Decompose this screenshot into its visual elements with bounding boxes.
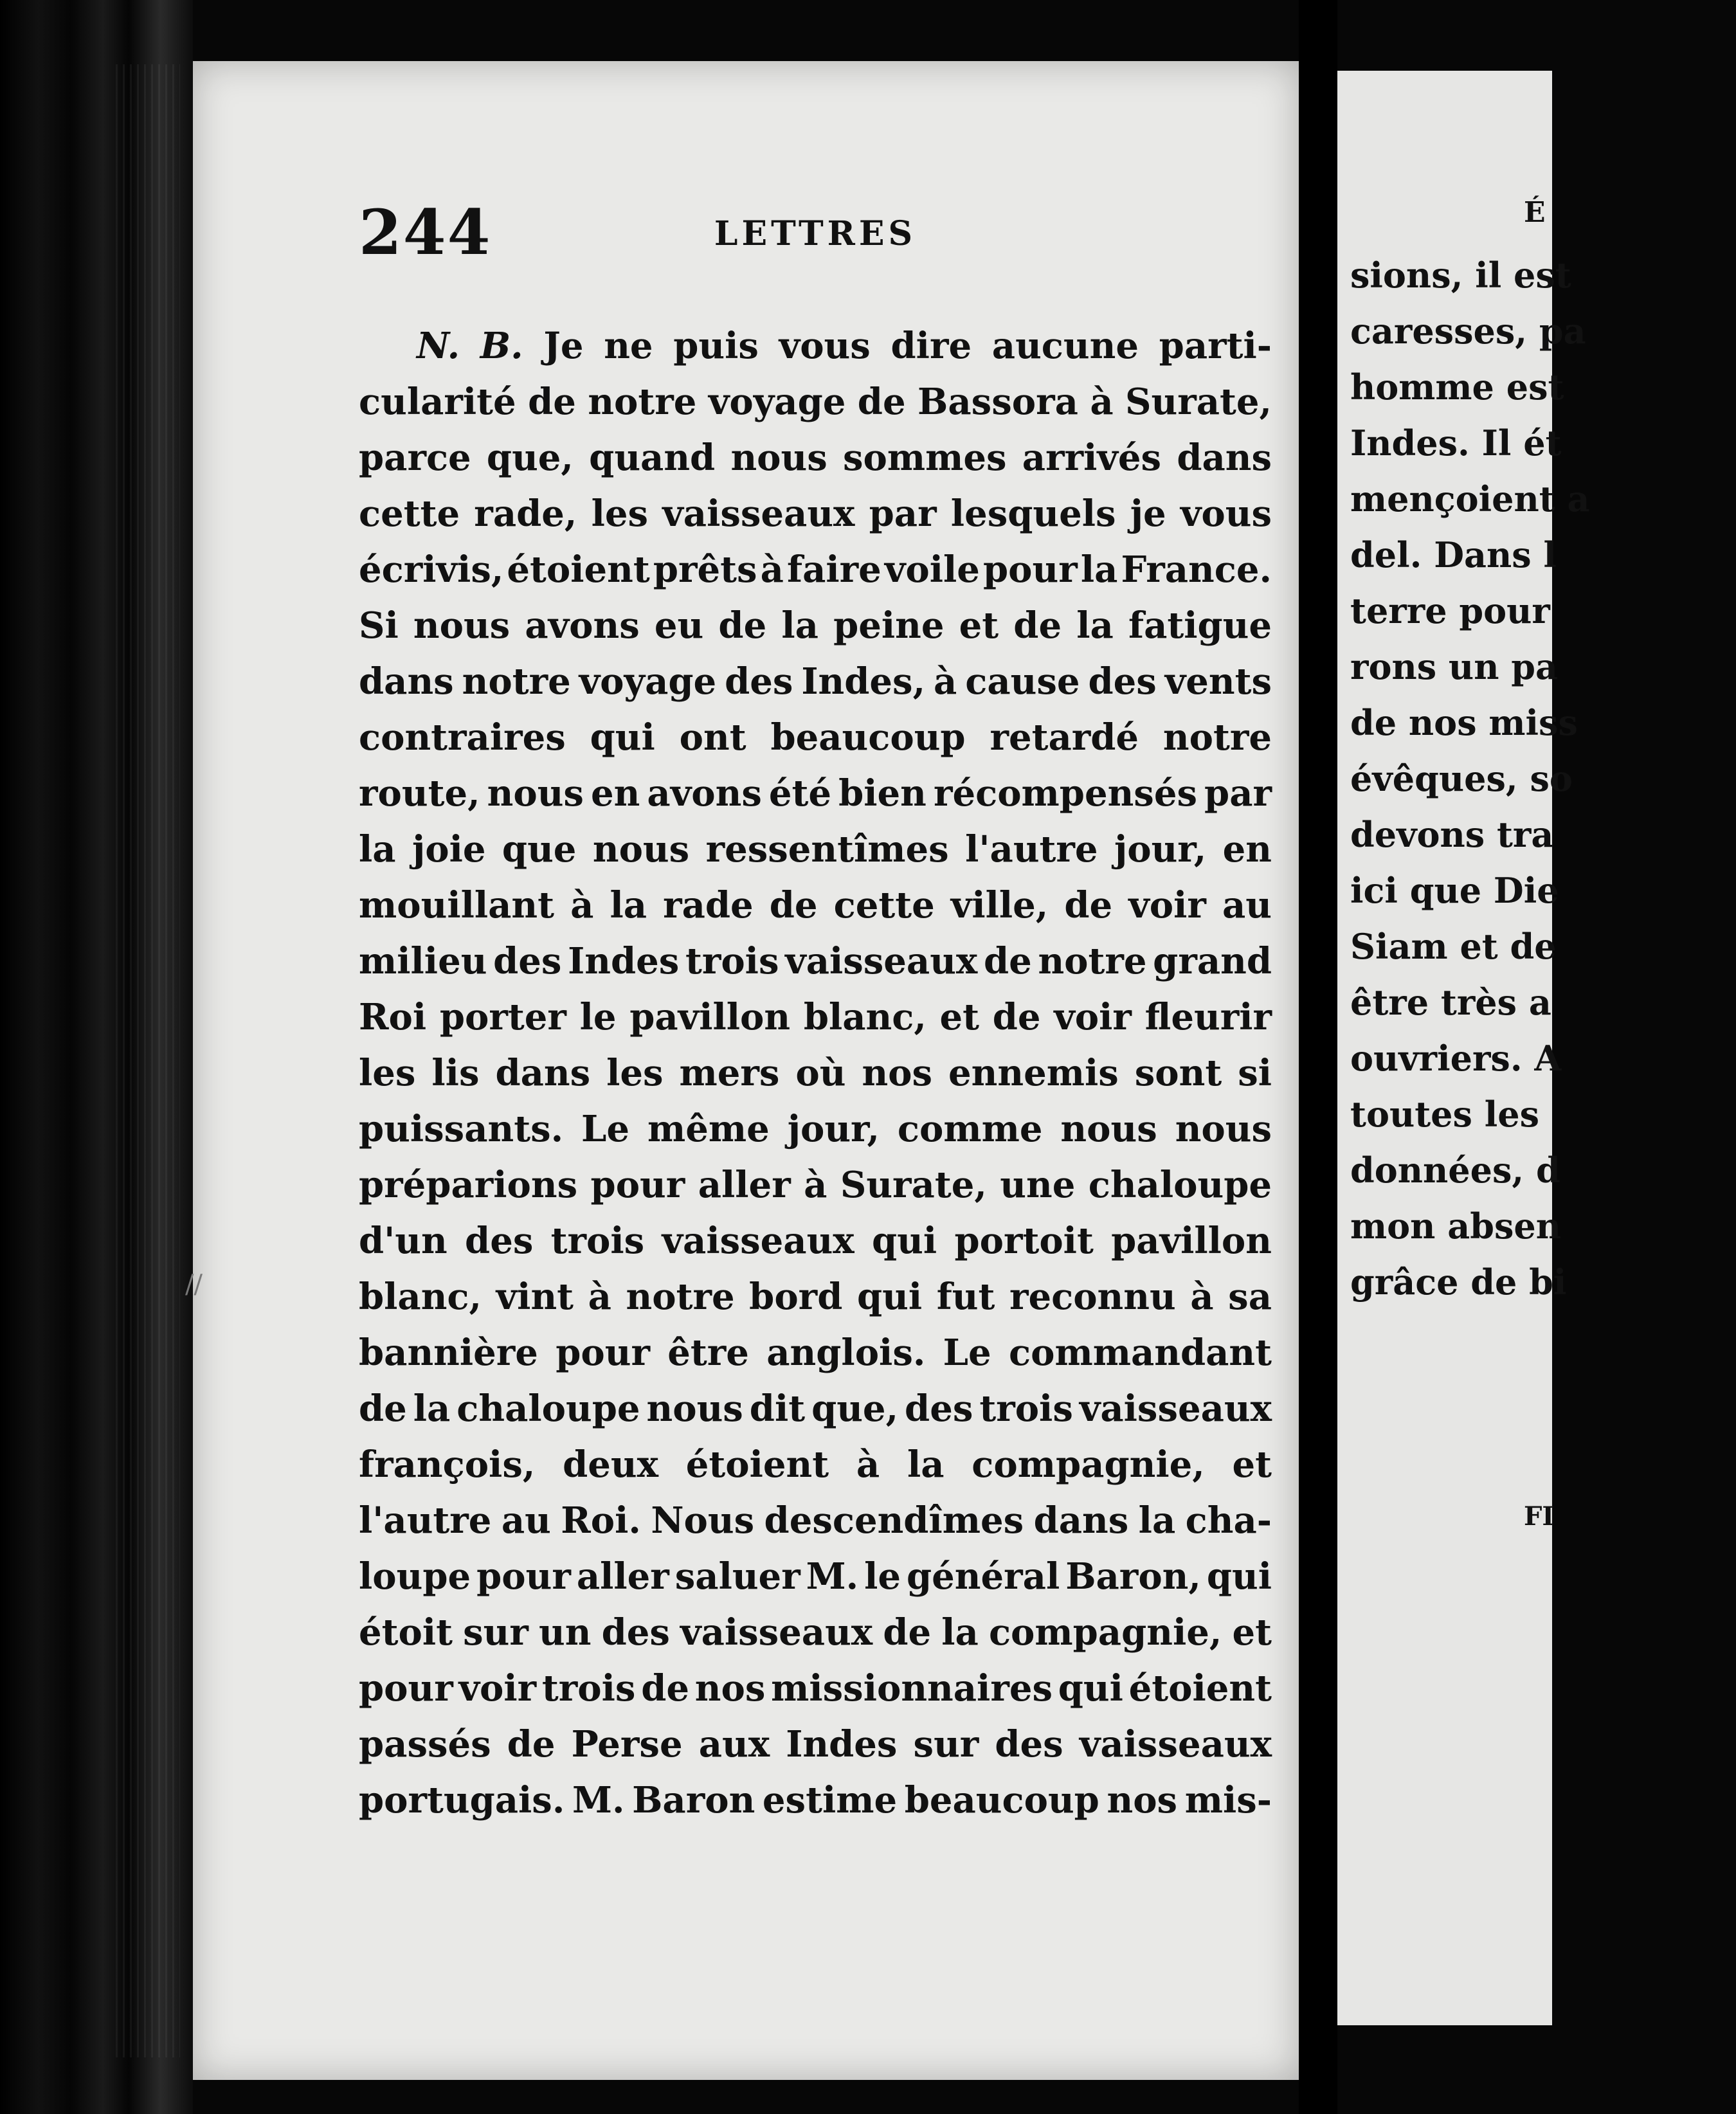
text-line: la joie que nous ressentîmes l'autre jour, en	[359, 828, 1272, 871]
text-line: cularité de notre voyage de Bassora à Surate,	[359, 381, 1272, 423]
right-page-text	[1350, 248, 1736, 1310]
right-page-corner-mark: É	[1524, 196, 1546, 229]
right-text-line: mençoient a	[1350, 478, 1590, 519]
text-line: Roi porter le pavillon blanc, et de voir fleurir	[359, 996, 1272, 1038]
text-line: mouillant à la rade de cette ville, de voir au	[359, 884, 1272, 926]
right-text-line: toutes les	[1350, 1094, 1539, 1135]
text-line: contraires qui ont beaucoup retardé notre	[359, 716, 1272, 759]
text-line: cette rade, les vaisseaux par lesquels je vous	[359, 492, 1272, 535]
text-line: l'autre au Roi. Nous descendîmes dans la cha-	[359, 1499, 1272, 1542]
text-line: étoit sur un des vaisseaux de la compagnie, et	[359, 1611, 1272, 1654]
right-page-fi: FI	[1524, 1501, 1555, 1531]
right-text-line: ici que Die	[1350, 870, 1559, 911]
left-page	[185, 61, 1299, 2080]
text-line: parce que, quand nous sommes arrivés dans	[359, 437, 1272, 479]
text-line: les lis dans les mers où nos ennemis sont si	[359, 1052, 1272, 1094]
text-line: écrivis, étoient prêts à faire voile pour la France.	[359, 548, 1272, 591]
body-text	[359, 318, 1272, 1829]
text-line: puissants. Le même jour, comme nous nous	[359, 1108, 1272, 1150]
text-line: portugais. M. Baron estime beaucoup nos mis-	[359, 1779, 1272, 1821]
text-line: loupe pour aller saluer M. le général Baron, qui	[359, 1555, 1272, 1598]
margin-mark: //	[185, 1270, 203, 1299]
text-line: blanc, vint à notre bord qui fut reconnu à sa	[359, 1276, 1272, 1318]
running-title: LETTRES	[714, 214, 917, 253]
text-line: dans notre voyage des Indes, à cause des vents	[359, 660, 1272, 703]
text-line: milieu des Indes trois vaisseaux de notre grand	[359, 940, 1272, 982]
text-line: Si nous avons eu de la peine et de la fatigue	[359, 604, 1272, 647]
right-text-line: sions, il est	[1350, 255, 1571, 296]
text-line-content: Je ne puis vous dire aucune parti-	[543, 325, 1272, 367]
text-line: passés de Perse aux Indes sur des vaisseaux	[359, 1723, 1272, 1766]
right-text-line: grâce de bi	[1350, 1261, 1567, 1303]
text-line: route, nous en avons été bien récompensés par	[359, 772, 1272, 815]
page-number: 244	[359, 196, 492, 269]
text-line: bannière pour être anglois. Le commandant	[359, 1332, 1272, 1374]
page-gutter	[1299, 0, 1337, 2114]
right-text-line: données, d	[1350, 1150, 1560, 1191]
nota-bene-label: N. B.	[417, 325, 523, 367]
right-text-line: être très a	[1350, 982, 1551, 1023]
binding-texture	[116, 64, 180, 2057]
text-line: pour voir trois de nos missionnaires qui étoient	[359, 1667, 1272, 1710]
right-text-line: de nos miss	[1350, 702, 1578, 743]
right-text-line: Indes. Il ét	[1350, 422, 1562, 464]
right-text-line: rons un pa	[1350, 646, 1558, 687]
right-text-line: Siam et de	[1350, 926, 1557, 967]
right-text-line: devons tra	[1350, 814, 1554, 855]
right-text-line: mon absen	[1350, 1206, 1561, 1247]
right-text-line: terre pour	[1350, 590, 1550, 631]
running-header	[359, 196, 1272, 273]
text-line: préparions pour aller à Surate, une chaloupe	[359, 1164, 1272, 1206]
right-text-line: homme est	[1350, 366, 1564, 408]
right-text-line: caresses, pa	[1350, 311, 1586, 352]
text-line: françois, deux étoient à la compagnie, et	[359, 1443, 1272, 1486]
text-line: de la chaloupe nous dit que, des trois vaisseaux	[359, 1387, 1272, 1430]
right-text-line: ouvriers. A	[1350, 1038, 1562, 1079]
right-text-line: del. Dans l	[1350, 534, 1557, 575]
right-text-line: évêques, so	[1350, 758, 1573, 799]
text-line	[359, 318, 1272, 374]
text-line: d'un des trois vaisseaux qui portoit pavillon	[359, 1220, 1272, 1262]
right-page	[1337, 71, 1590, 2025]
